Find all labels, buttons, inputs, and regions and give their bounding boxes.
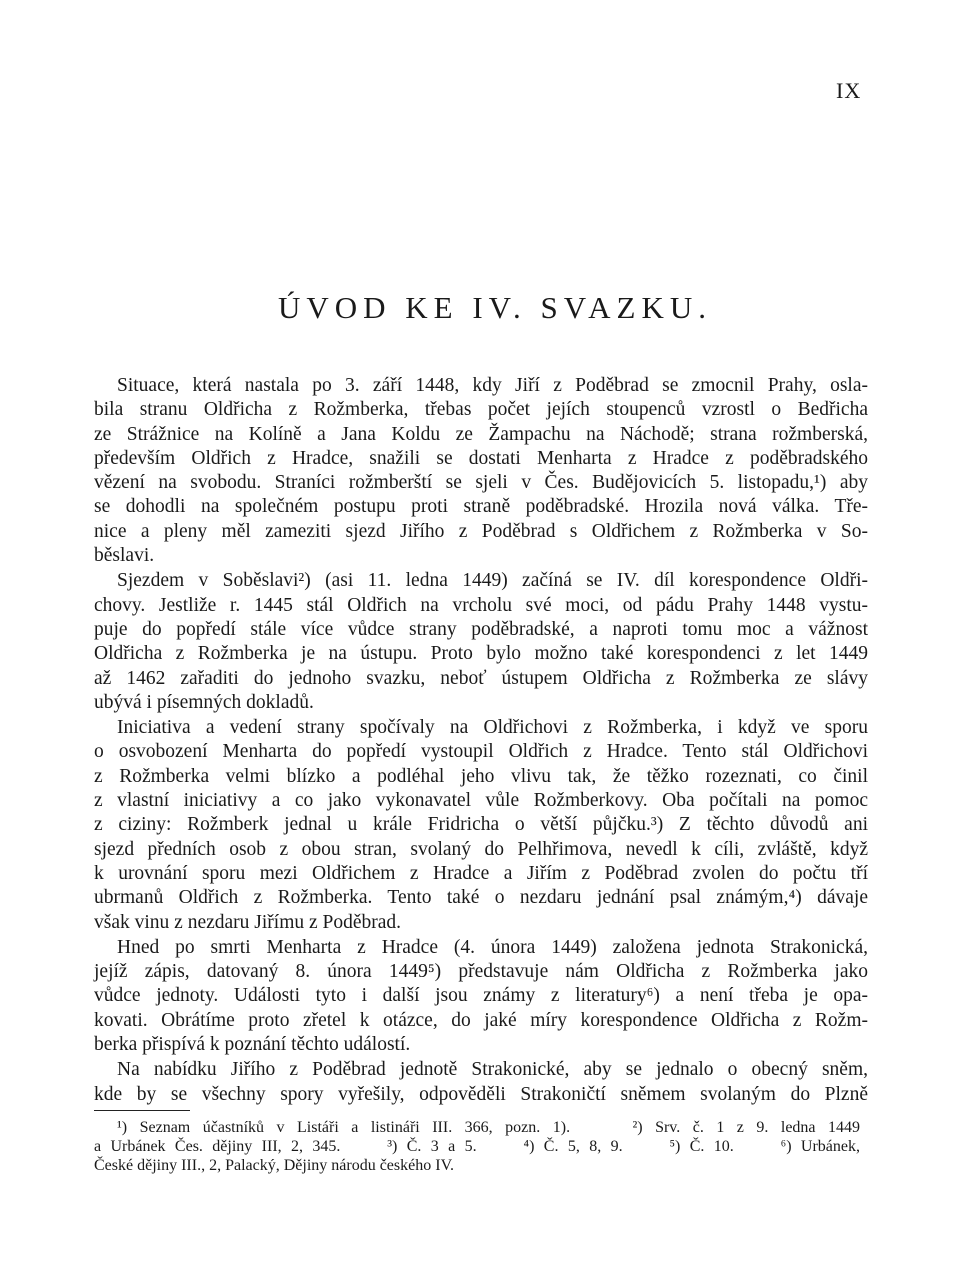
text-line: především Oldřich z Hradce, snažili se dostati Menharta z Hradce z poděbradského <box>94 447 868 469</box>
text-line: Oldřicha z Rožmberka je na ústupu. Proto bylo možno také korespondenci z let 1449 <box>94 643 868 665</box>
text-line: vězení na svobodu. Straníci rožmberští se sjeli v Čes. Budějovicích 5. listopadu,¹) aby <box>94 472 868 494</box>
paragraph <box>94 936 868 1057</box>
text-line: jejíž zápis, datovaný 8. února 1449⁵) představuje nám Oldřicha z Rožmberka jako <box>94 961 868 983</box>
paragraph <box>94 569 868 715</box>
text-line: kde by se všechny spory vyřešily, odpověděli Strakoničtí sněmem svolaným do Plzně <box>94 1083 868 1105</box>
footnote-line: České dějiny III., 2, Palacký, Dějiny národu českého IV. <box>94 1157 455 1174</box>
paragraph <box>94 716 868 935</box>
page-heading: ÚVOD KE IV. SVAZKU. <box>277 290 713 325</box>
text-line: ubrmanů Oldřich z Rožmberka. Tento také o nezdaru jednání psal známým,⁴) dávaje <box>94 887 868 909</box>
footnote-divider <box>94 1110 190 1111</box>
text-line: bila stranu Oldřicha z Rožmberka, třebas počet jejích stoupenců vzrostl o Bedřicha <box>94 399 868 421</box>
text-line: kovati. Obrátíme proto zřetel k otázce, do jaké míry korespondence Oldřicha z Rožm- <box>94 1009 868 1031</box>
body-text <box>94 374 868 1107</box>
text-line: běslavi. <box>94 545 155 567</box>
text-line: nice a pleny měl zameziti sjezd Jiřího z Poděbrad s Oldřichem z Rožmberka v So- <box>94 520 868 542</box>
text-line: z Rožmberka velmi blízko a podléhal jeho vlivu tak, že těžko rozeznati, co činil <box>94 765 868 787</box>
footnote-line: a Urbánek Čes. dějiny III, 2, 345. ³) Č. 3 a 5. ⁴) Č. 5, 8, 9. ⁵) Č. 10. ⁶) Urbánek, <box>94 1138 860 1155</box>
text-line: berka přispívá k poznání těchto událostí. <box>94 1034 411 1056</box>
text-line: Hned po smrti Menharta z Hradce (4. února 1449) založena jednota Strakonická, <box>117 936 868 958</box>
text-line: z vlastní iniciativy a co jako vykonavatel vůle Rožmberkovy. Oba počítali na pomoc <box>94 790 868 812</box>
text-line: až 1462 zařaditi do jednoho svazku, neboť ústupem Oldřicha z Rožmberka ze slávy <box>94 667 868 689</box>
text-line: Sjezdem v Soběslavi²) (asi 11. ledna 1449) začíná se IV. díl korespondence Oldři- <box>117 570 868 592</box>
text-line: chovy. Jestliže r. 1445 stál Oldřich na vrcholu své moci, od pádu Prahy 1448 vystu- <box>94 594 868 616</box>
text-line: Situace, která nastala po 3. září 1448, kdy Jiří z Poděbrad se zmocnil Prahy, osla- <box>117 375 868 396</box>
text-line: z ciziny: Rožmberk jednal u krále Fridricha o větší půjčku.³) Z těchto důvodů ani <box>94 814 868 836</box>
text-line: Iniciativa a vedení strany spočívaly na Oldřichovi z Rožmberka, i když ve sporu <box>117 717 868 739</box>
footnotes <box>94 1118 860 1175</box>
text-line: sjezd předních osob z obou stran, svolaný do Pelhřimova, nevedl k cíli, zvláště, když <box>94 838 868 860</box>
text-line: vůdce jednoty. Události tyto i další jsou známy z literatury⁶) a není třeba je opa- <box>94 985 868 1007</box>
text-line: však vinu z nezdaru Jiřímu z Poděbrad. <box>94 911 402 933</box>
text-line: Na nabídku Jiřího z Poděbrad jednotě Strakonické, aby se jednalo o obecný sněm, <box>117 1059 868 1081</box>
paragraph <box>94 374 868 568</box>
text-line: ze Strážnice na Kolíně a Jana Koldu ze Žampachu na Náchodě; strana rožmberská, <box>94 423 868 445</box>
text-line: puje do popředí stále více vůdce strany poděbradské, a naproti tomu moc a vážnost <box>94 618 868 640</box>
text-line: se dohodli na společném postupu proti straně poděbradské. Hrozila nová válka. Tře- <box>94 496 868 518</box>
text-line: k urovnání sporu mezi Oldřichem z Hradce a Jiřím z Poděbrad zvolen do počtu tří <box>94 862 868 884</box>
page-number: IX <box>836 78 862 103</box>
text-line: o osvobození Menharta do popředí vystoupil Oldřich z Hradce. Tento stál Oldřichovi <box>94 741 868 763</box>
footnote-line: ¹) Seznam účastníků v Listáři a listináři III. 366, pozn. 1). ²) Srv. č. 1 z 9. ledna 1449 <box>117 1119 860 1136</box>
text-line: ubývá i písemných dokladů. <box>94 691 314 713</box>
paragraph <box>94 1058 868 1107</box>
